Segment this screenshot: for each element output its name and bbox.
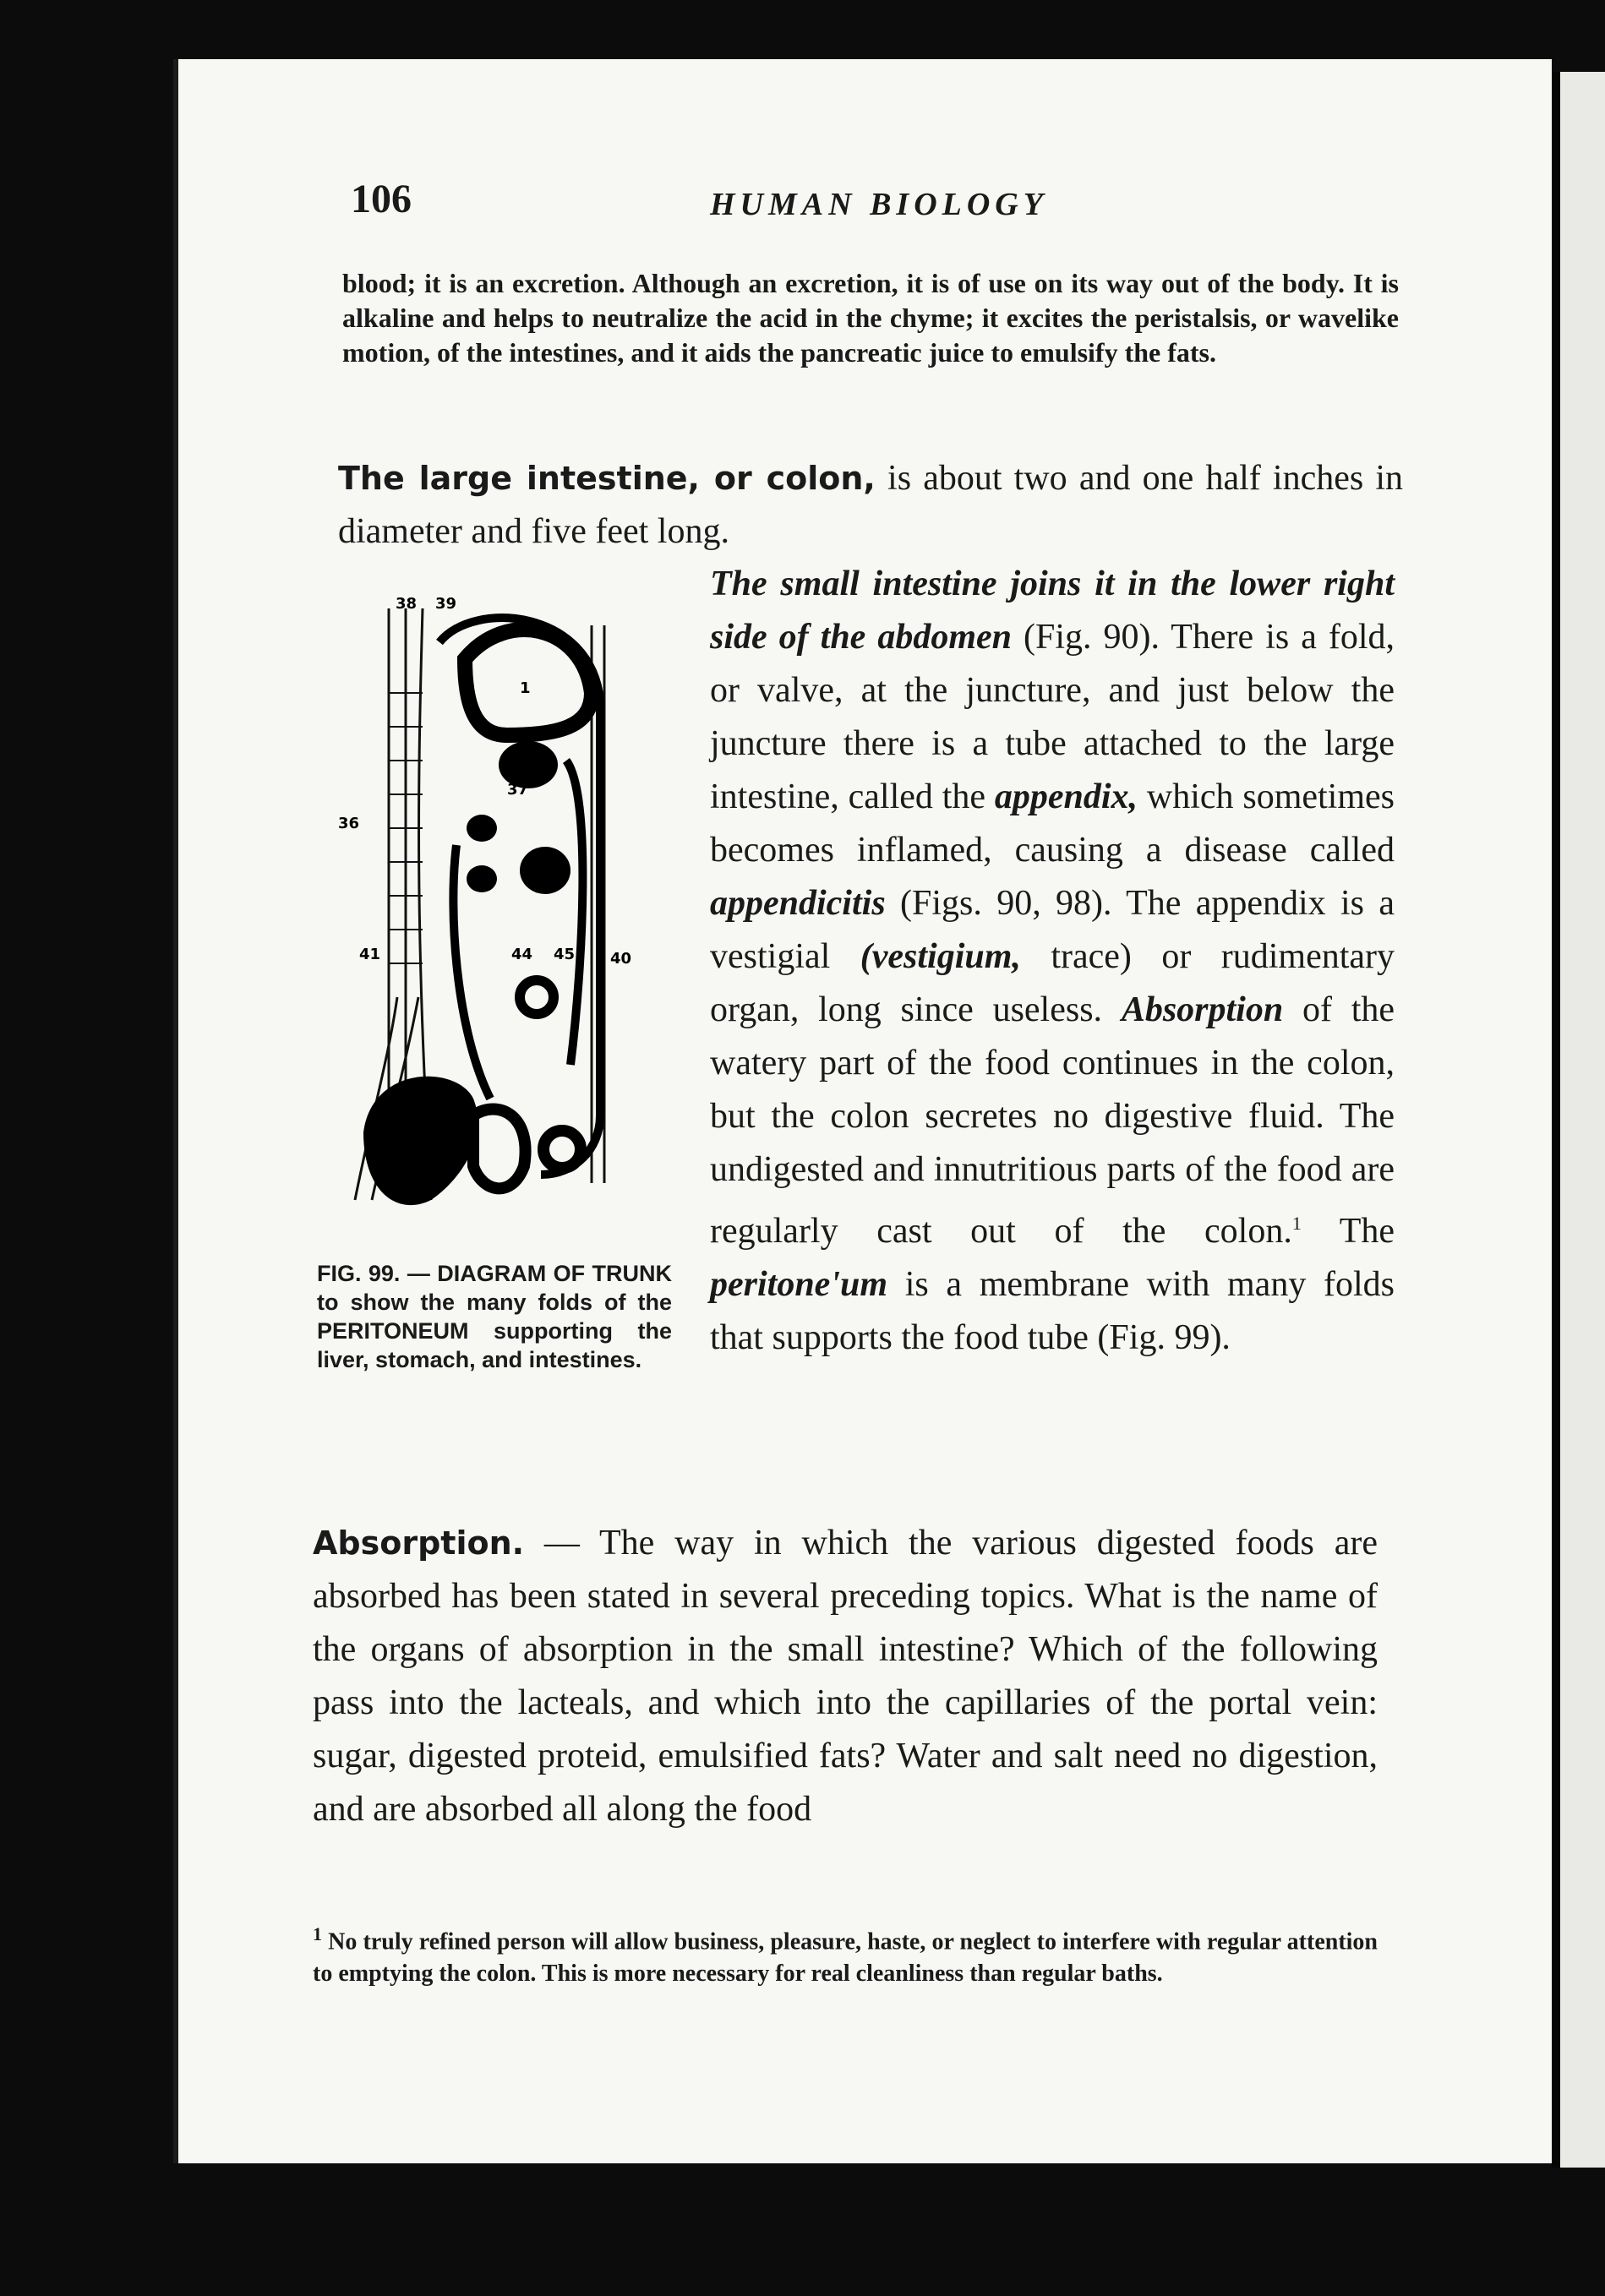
appendix-italic: appendix, (994, 777, 1138, 816)
colon-paragraph-right (710, 558, 1395, 1365)
colon-text-6: of the watery part of the food continues in the colon, but the colon secretes no digestive fluid. The undigested and innutritious parts of the food are regularly cast out of the colon. (710, 990, 1395, 1251)
vestigium-italic: (vestigium, (860, 937, 1021, 976)
colon-text-5: trace) or rudimentary organ, long since useless. (710, 937, 1395, 1029)
fig-label: 37 (507, 781, 529, 799)
fig-label: 44 (511, 946, 533, 963)
colon-text-4: (Figs. 90, 98). The appendix is a vestigial (710, 884, 1395, 976)
page-number: 106 (351, 177, 412, 221)
colon-text-8: is a membrane with many folds that supports the food tube (Fig. 99). (710, 1265, 1395, 1357)
figure-caption: FIG. 99. — DIAGRAM OF TRUNK to show the many folds of the PERITONEUM supporting the liver, stomach, and intestines. (317, 1261, 672, 1372)
footnote (313, 1918, 1378, 1990)
colon-lead: The large intestine, or colon, (338, 460, 876, 497)
colon-text-3: which sometimes becomes inflamed, causing a disease called (710, 777, 1395, 870)
fig-label: 1 (520, 679, 531, 697)
fig-label: 38 (396, 595, 418, 613)
fig-label: 39 (435, 595, 457, 613)
trunk-diagram (338, 592, 651, 1242)
footnote-text: No truly refined person will allow business, pleasure, haste, or neglect to interfere with regular attention to emptying the colon. This is more necessary for real cleanliness than regular baths. (313, 1928, 1378, 1988)
peritoneum-italic: peritone'um (710, 1265, 888, 1304)
absorption-italic: Absorption (1121, 990, 1284, 1029)
appendicitis-italic: appendicitis (710, 884, 886, 923)
colon-text-7: The (1339, 1212, 1395, 1251)
footnote-reference: 1 (1291, 1213, 1302, 1234)
absorption-lead: Absorption. (313, 1524, 525, 1562)
fig-label: 40 (610, 950, 632, 968)
fig-label: 41 (359, 946, 381, 963)
absorption-text: — The way in which the various digested foods are absorbed has been stated in several preceding topics. What is the name of the organs of absorption in the small intestine? Which of the following pass into the lacteals, and which into the capillaries of the portal vein: sugar, digested proteid, emulsified fats? Water and salt need no digestion, and are absorbed all along the food (313, 1524, 1378, 1829)
colon-text-top: is about two and one half inches in diameter and five feet long. (338, 459, 1404, 551)
intro-paragraph: blood; it is an excretion. Although an excretion, it is of use on its way out of the body. It is alkaline and helps to neutralize the acid in the chyme; it excites the peristalsis, or wavelike motion, of the intestines, and it aids the pancreatic juice to emulsify the fats. (342, 268, 1399, 368)
colon-text-2: (Fig. 90). There is a fold, or valve, at the juncture, and just below the juncture there is a tube attached to the large intestine, called the (710, 618, 1395, 816)
footnote-mark: 1 (313, 1923, 322, 1944)
small-intestine-italic: The small intestine joins it in the lower right side of the abdomen (710, 564, 1395, 657)
absorption-paragraph (313, 1517, 1378, 1836)
fig-label: 36 (338, 815, 360, 832)
fig-label: 45 (554, 946, 576, 963)
facing-page-edge (1552, 72, 1605, 2168)
colon-paragraph-top (338, 452, 1403, 559)
running-head: HUMAN BIOLOGY (710, 187, 1048, 222)
